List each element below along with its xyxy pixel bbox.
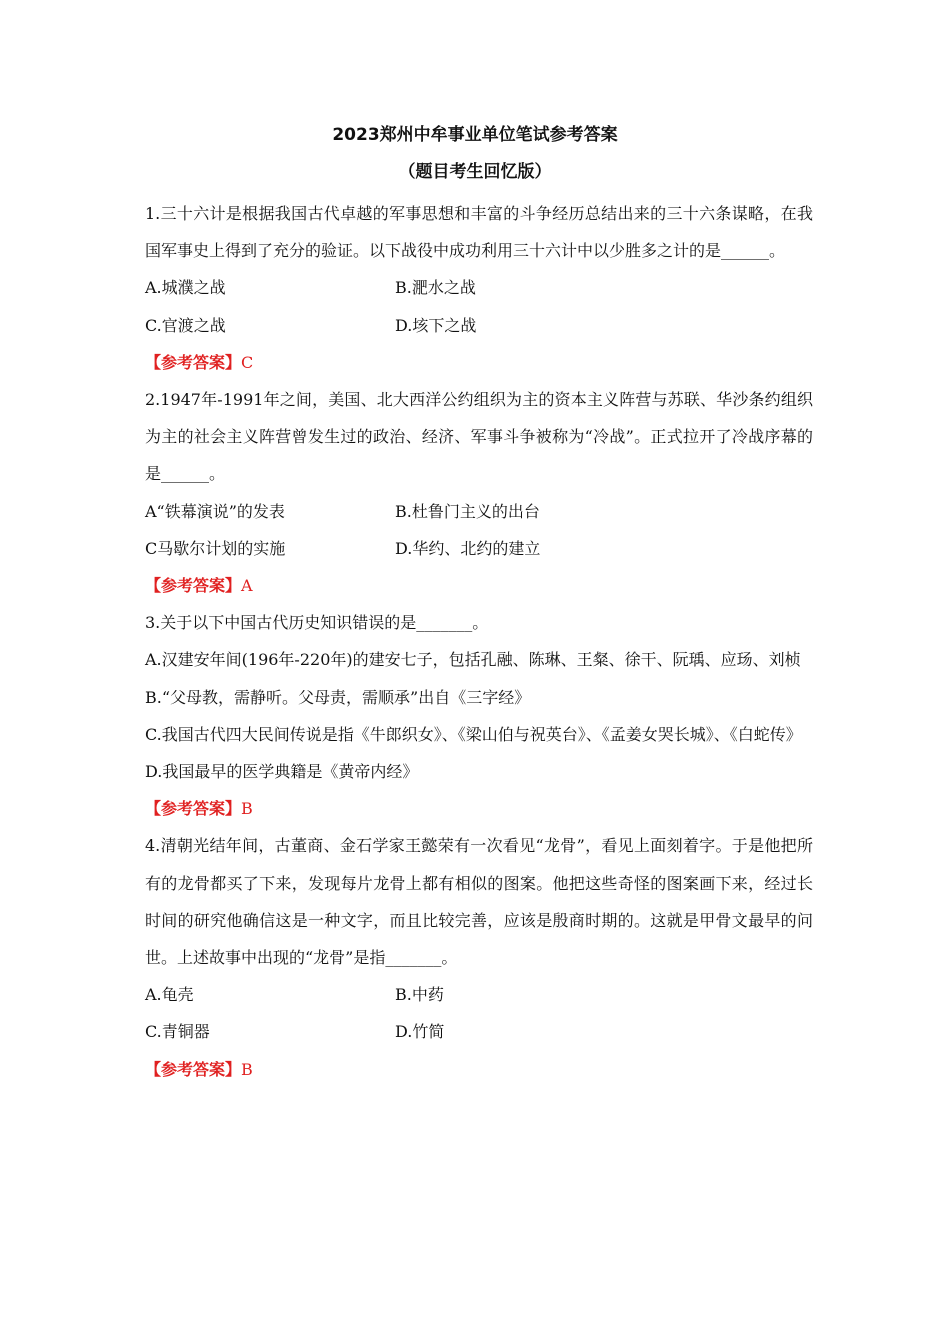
option-b: B.中药 [395,985,444,1005]
answer-value: B [241,799,253,819]
option-c: C.我国古代四大民间传说是指《牛郎织女》、《梁山伯与祝英台》、《孟姜女哭长城》、《白蛇传》 [145,724,802,744]
question-stem: 2.1947年-1991年之间，美国、北大西洋公约组织为主的资本主义阵营与苏联、华沙条约组织为主的社会主义阵营曾发生过的政治、经济、军事斗争被称为“冷战”。正式拉开了冷战序幕的是______。 [145,390,813,484]
question-stem: 4.清朝光结年间，古董商、金石学家王懿荣有一次看见“龙骨”，看见上面刻着字。于是他把所有的龙骨都买了下来，发现每片龙骨上都有相似的图案。他把这些奇怪的图案画下来，经过长时间的研究他确信这是一种文字，而且比较完善，应该是殷商时期的。这就是甲骨文最早的问世。上述故事中出现的“龙骨”是指_______。 [145,836,813,968]
option-c: C.青铜器 [145,1022,210,1042]
option-d: D.竹简 [395,1022,445,1042]
question-stem: 3.关于以下中国古代历史知识错误的是_______。 [145,613,489,633]
option-b: B.杜鲁门主义的出台 [395,501,540,521]
question-3 [145,604,813,827]
answer-label: 【参考答案】 [145,576,242,596]
options-row [145,307,813,344]
option-d: D.我国最早的医学典籍是《黄帝内经》 [145,762,419,782]
answer-value: B [241,1059,253,1079]
answer-label: 【参考答案】 [145,1059,242,1079]
answer-label: 【参考答案】 [145,799,242,819]
option-b: B.“父母教，需静听。父母责，需顺承”出自《三字经》 [145,687,531,707]
options-row [145,269,813,306]
option-b: B.淝水之战 [395,278,476,298]
answer-value: A [241,576,253,596]
option-a: A“铁幕演说”的发表 [145,501,285,521]
options-row [145,1013,813,1050]
answer-line [145,790,813,827]
options-row [145,530,813,567]
option-a: A.龟壳 [145,985,194,1005]
options-row [145,976,813,1013]
answer-label: 【参考答案】 [145,352,242,372]
option-c: C.官渡之战 [145,315,226,335]
answer-line [145,1051,813,1088]
options-row [145,493,813,530]
answer-line [145,567,813,604]
question-stem: 1.三十六计是根据我国古代卓越的军事思想和丰富的斗争经历总结出来的三十六条谋略，在我国军事史上得到了充分的验证。以下战役中成功利用三十六计中以少胜多之计的是______。 [145,204,813,261]
question-1 [145,195,813,381]
option-c: C马歇尔计划的实施 [145,538,286,558]
document-title: 2023郑州中牟事业单位笔试参考答案 [332,125,618,145]
option-d: D.华约、北约的建立 [395,538,541,558]
question-2 [145,381,813,604]
option-d: D.垓下之战 [395,315,477,335]
question-list [145,195,813,1088]
document-subtitle: （题目考生回忆版） [398,162,552,182]
option-a: A.城濮之战 [145,278,226,298]
question-4 [145,827,813,1087]
answer-line [145,344,813,381]
option-a: A.汉建安年间(196年-220年)的建安七子，包括孔融、陈琳、王粲、徐干、阮瑀、应玚、刘桢 [145,650,801,670]
answer-value: C [241,352,254,372]
